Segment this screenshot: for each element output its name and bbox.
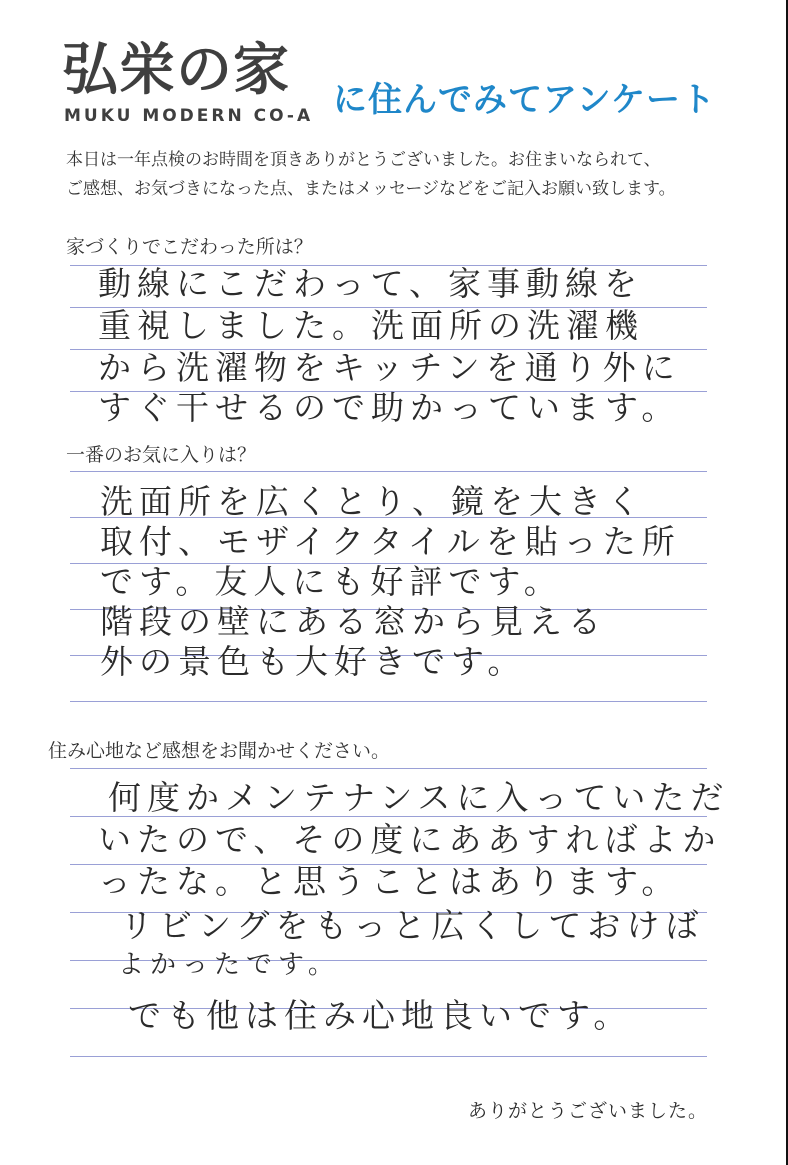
answer-line: です。友人にも好評です。 [100,562,563,601]
answer-line: 重視しました。洗面所の洗濯機 [98,306,644,345]
answer-line: 外の景色も大好きです。 [100,642,527,681]
question-3-label: 住み心地など感想をお聞かせください。 [48,740,391,762]
company-logo-subtitle: MUKU MODERN CO-A [64,106,314,126]
answer-line: 洗面所を広くとり、鏡を大きく [100,482,646,521]
intro-line-1: 本日は一年点検のお時間を頂きありがとうございました。お住まいなられて、 [66,150,661,170]
answer-line: 動線にこだわって、家事動線を [98,264,644,303]
answer-line: ったな。と思うことはあります。 [98,862,681,901]
intro-text [66,146,746,204]
answer-line: でも他は住み心地良いです。 [128,996,633,1035]
answer-line: 階段の壁にある窓から見える [100,602,607,641]
answer-line: リビングをもっと広くしておけば [120,906,705,945]
survey-title: に住んでみてアンケート [333,80,716,120]
answer-line: よかったです。 [118,950,340,980]
answer-line: いたので、その度にああすればよか [98,820,722,859]
question-1-label: 家づくりでこだわった所は？ [66,236,313,258]
closing-thanks: ありがとうございました。 [468,1100,709,1122]
intro-line-2: ご感想、お気づきになった点、またはメッセージなどをご記入お願い致します。 [66,179,676,199]
answer-line: すぐ干せるので助かっています。 [98,388,681,427]
answer-line: から洗濯物をキッチンを通り外に [98,348,681,387]
question-2-label: 一番のお気に入りは？ [66,444,257,466]
answer-line: 何度かメンテナンスに入っていただ [108,778,730,817]
company-logo: 弘栄の家 [62,38,290,103]
answer-line: 取付、モザイクタイルを貼った所 [100,522,681,561]
